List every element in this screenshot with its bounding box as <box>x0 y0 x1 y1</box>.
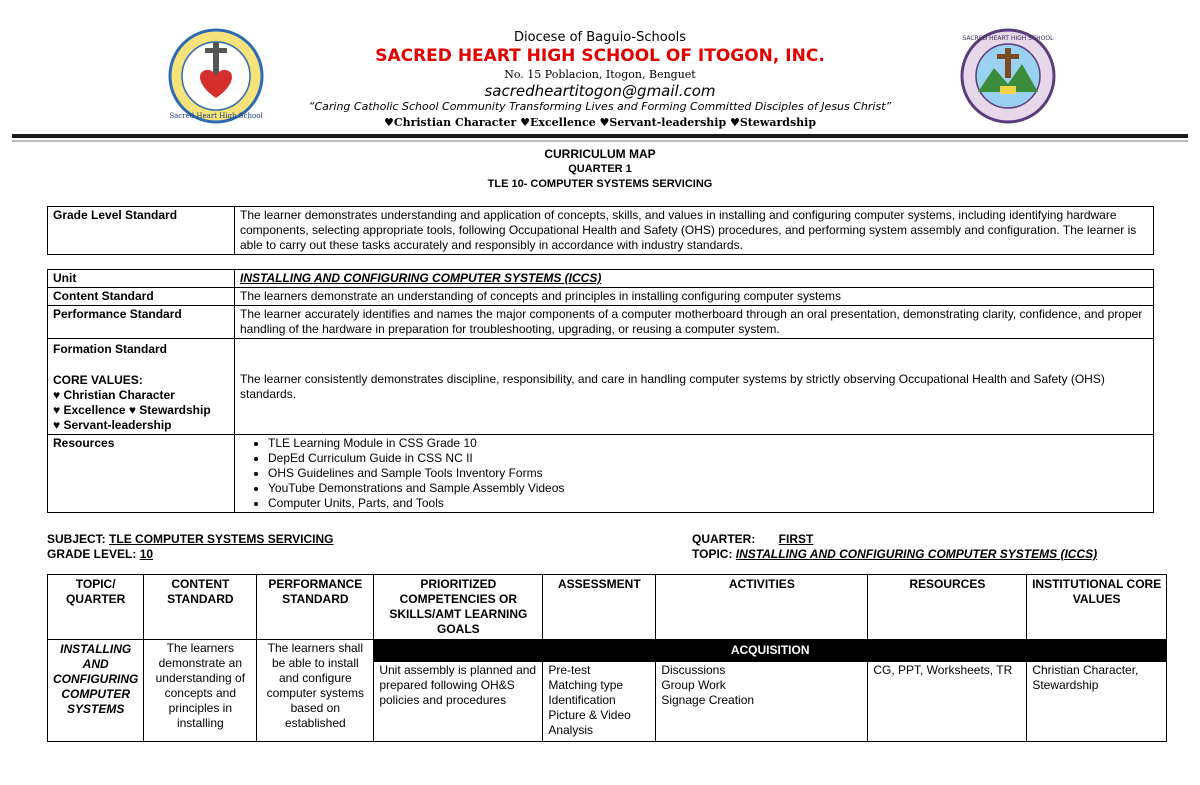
performance-standard-label: Performance Standard <box>48 306 235 339</box>
subject-label: SUBJECT: <box>47 532 106 546</box>
activity-item: Discussions <box>661 663 726 677</box>
formation-standard-cell <box>48 339 235 435</box>
unit-label: Unit <box>48 270 235 288</box>
grade-level-label: Grade Level Standard <box>48 207 235 255</box>
assessment-item: Pre-test <box>548 663 591 677</box>
curriculum-map-table <box>47 574 1167 742</box>
resources-label: Resources <box>48 435 235 513</box>
col-content: CONTENT STANDARD <box>144 575 257 640</box>
core-value-3: ♥ Servant-leadership <box>53 418 172 432</box>
grade-level-table <box>47 206 1154 255</box>
resources-map-cell: CG, PPT, Worksheets, TR <box>868 662 1027 742</box>
subject-line <box>47 532 409 546</box>
school-name: SACRED HEART HIGH SCHOOL OF ITOGON, INC. <box>375 46 825 66</box>
core-value-2: ♥ Excellence ♥ Stewardship <box>53 403 211 417</box>
topic-cell: INSTALLING AND CONFIGURING COMPUTER SYSTEMS <box>48 640 144 742</box>
topic-line <box>692 547 1097 561</box>
topic-value: INSTALLING AND CONFIGURING COMPUTER SYSTEMS (ICCS) <box>735 547 1098 561</box>
phase-acquisition: ACQUISITION <box>374 640 1167 662</box>
performance-standard-value: The learner accurately identifies and names the major components of a computer motherboard through an oral presentation, demonstrating clarity, confidence, and proper handling of the hardware in preparation for troubleshooting, upgrading, or reusing a computer system. <box>235 306 1154 339</box>
content-standard-cell: The learners demonstrate an understanding of concepts and principles in installing <box>144 640 257 742</box>
core-values-cell: Christian Character, Stewardship <box>1027 662 1167 742</box>
col-competencies: PRIORITIZED COMPETENCIES OR SKILLS/AMT LEARNING GOALS <box>374 575 543 640</box>
subject-value: TLE COMPUTER SYSTEMS SERVICING <box>109 532 334 546</box>
grade-level-text: The learner demonstrates understanding and application of concepts, skills, and values in installing and configuring computer systems, including identifying hardware components, selecting appropriate tools, following Occupational Health and Safety (OHS) procedures, and performing system assembly and configuration. The learner is able to carry out these tasks accurately and responsibly in accordance with industry standards. <box>235 207 1154 255</box>
activities-cell <box>656 662 868 742</box>
core-values-label: CORE VALUES: <box>53 373 143 387</box>
grade-line <box>47 547 153 561</box>
activity-item: Signage Creation <box>661 693 755 707</box>
doc-subject: TLE 10- COMPUTER SYSTEMS SERVICING <box>487 178 713 190</box>
formation-standard-label: Formation Standard <box>53 342 168 356</box>
assessment-item: Picture & Video Analysis <box>548 708 631 737</box>
header-rule-thin <box>12 140 1188 142</box>
quarter-label: QUARTER: <box>692 532 756 546</box>
school-address: No. 15 Poblacion, Itogon, Benguet <box>504 68 696 81</box>
content-standard-value: The learners demonstrate an understanding of concepts and principles in installing configuring computer systems <box>235 288 1154 306</box>
activity-item: Group Work <box>661 678 726 692</box>
col-performance: PERFORMANCE STANDARD <box>257 575 374 640</box>
col-assessment: ASSESSMENT <box>543 575 656 640</box>
quarter-value: FIRST <box>778 532 814 546</box>
performance-standard-cell: The learners shall be able to install and configure computer systems based on established <box>257 640 374 742</box>
resource-item: • DepEd Curriculum Guide in CSS NC II <box>268 451 1148 466</box>
resources-list <box>240 436 1148 511</box>
doc-quarter: QUARTER 1 <box>568 163 632 175</box>
formation-standard-value: The learner consistently demonstrates discipline, responsibility, and care in handling computer systems by strictly observing Occupational Health and Safety (OHS) standards. <box>235 339 1154 435</box>
quarter-line <box>692 532 813 546</box>
assessment-item: Matching type <box>548 678 624 692</box>
topic-label: TOPIC: <box>692 547 733 561</box>
doc-title: CURRICULUM MAP <box>544 147 656 161</box>
assessment-item: Identification <box>548 693 616 707</box>
diocese-line: Diocese of Baguio-Schools <box>513 30 687 45</box>
grade-value: 10 <box>139 547 154 561</box>
col-core-values: INSTITUTIONAL CORE VALUES <box>1027 575 1167 640</box>
school-values: ♥Christian Character ♥Excellence ♥Servant-leadership ♥Stewardship <box>383 116 817 129</box>
resource-item: • YouTube Demonstrations and Sample Assembly Videos <box>268 481 1148 496</box>
assessment-cell <box>543 662 656 742</box>
unit-table <box>47 269 1154 513</box>
resource-item: • OHS Guidelines and Sample Tools Inventory Forms <box>268 466 1148 481</box>
resources-cell <box>235 435 1154 513</box>
svg-text:SACRED HEART HIGH SCHOOL: SACRED HEART HIGH SCHOOL <box>962 35 1054 42</box>
col-activities: ACTIVITIES <box>656 575 868 640</box>
col-topic: TOPIC/ QUARTER <box>48 575 144 640</box>
resource-item: • TLE Learning Module in CSS Grade 10 <box>268 436 1148 451</box>
header-rule <box>12 134 1188 138</box>
content-standard-label: Content Standard <box>48 288 235 306</box>
svg-text:Sacred Heart High School: Sacred Heart High School <box>169 112 263 120</box>
resource-item: • Computer Units, Parts, and Tools <box>268 496 1148 511</box>
school-motto: “Caring Catholic School Community Transforming Lives and Forming Committed Disciples of Jesus Christ” <box>308 100 892 113</box>
school-email: sacredheartitogon@gmail.com <box>484 82 716 100</box>
grade-label: GRADE LEVEL: <box>47 547 137 561</box>
core-value-1: ♥ Christian Character <box>53 388 175 402</box>
unit-value: INSTALLING AND CONFIGURING COMPUTER SYSTEMS (ICCS) <box>235 270 1154 288</box>
col-resources: RESOURCES <box>868 575 1027 640</box>
competency-cell: Unit assembly is planned and prepared following OH&S policies and procedures <box>374 662 543 742</box>
